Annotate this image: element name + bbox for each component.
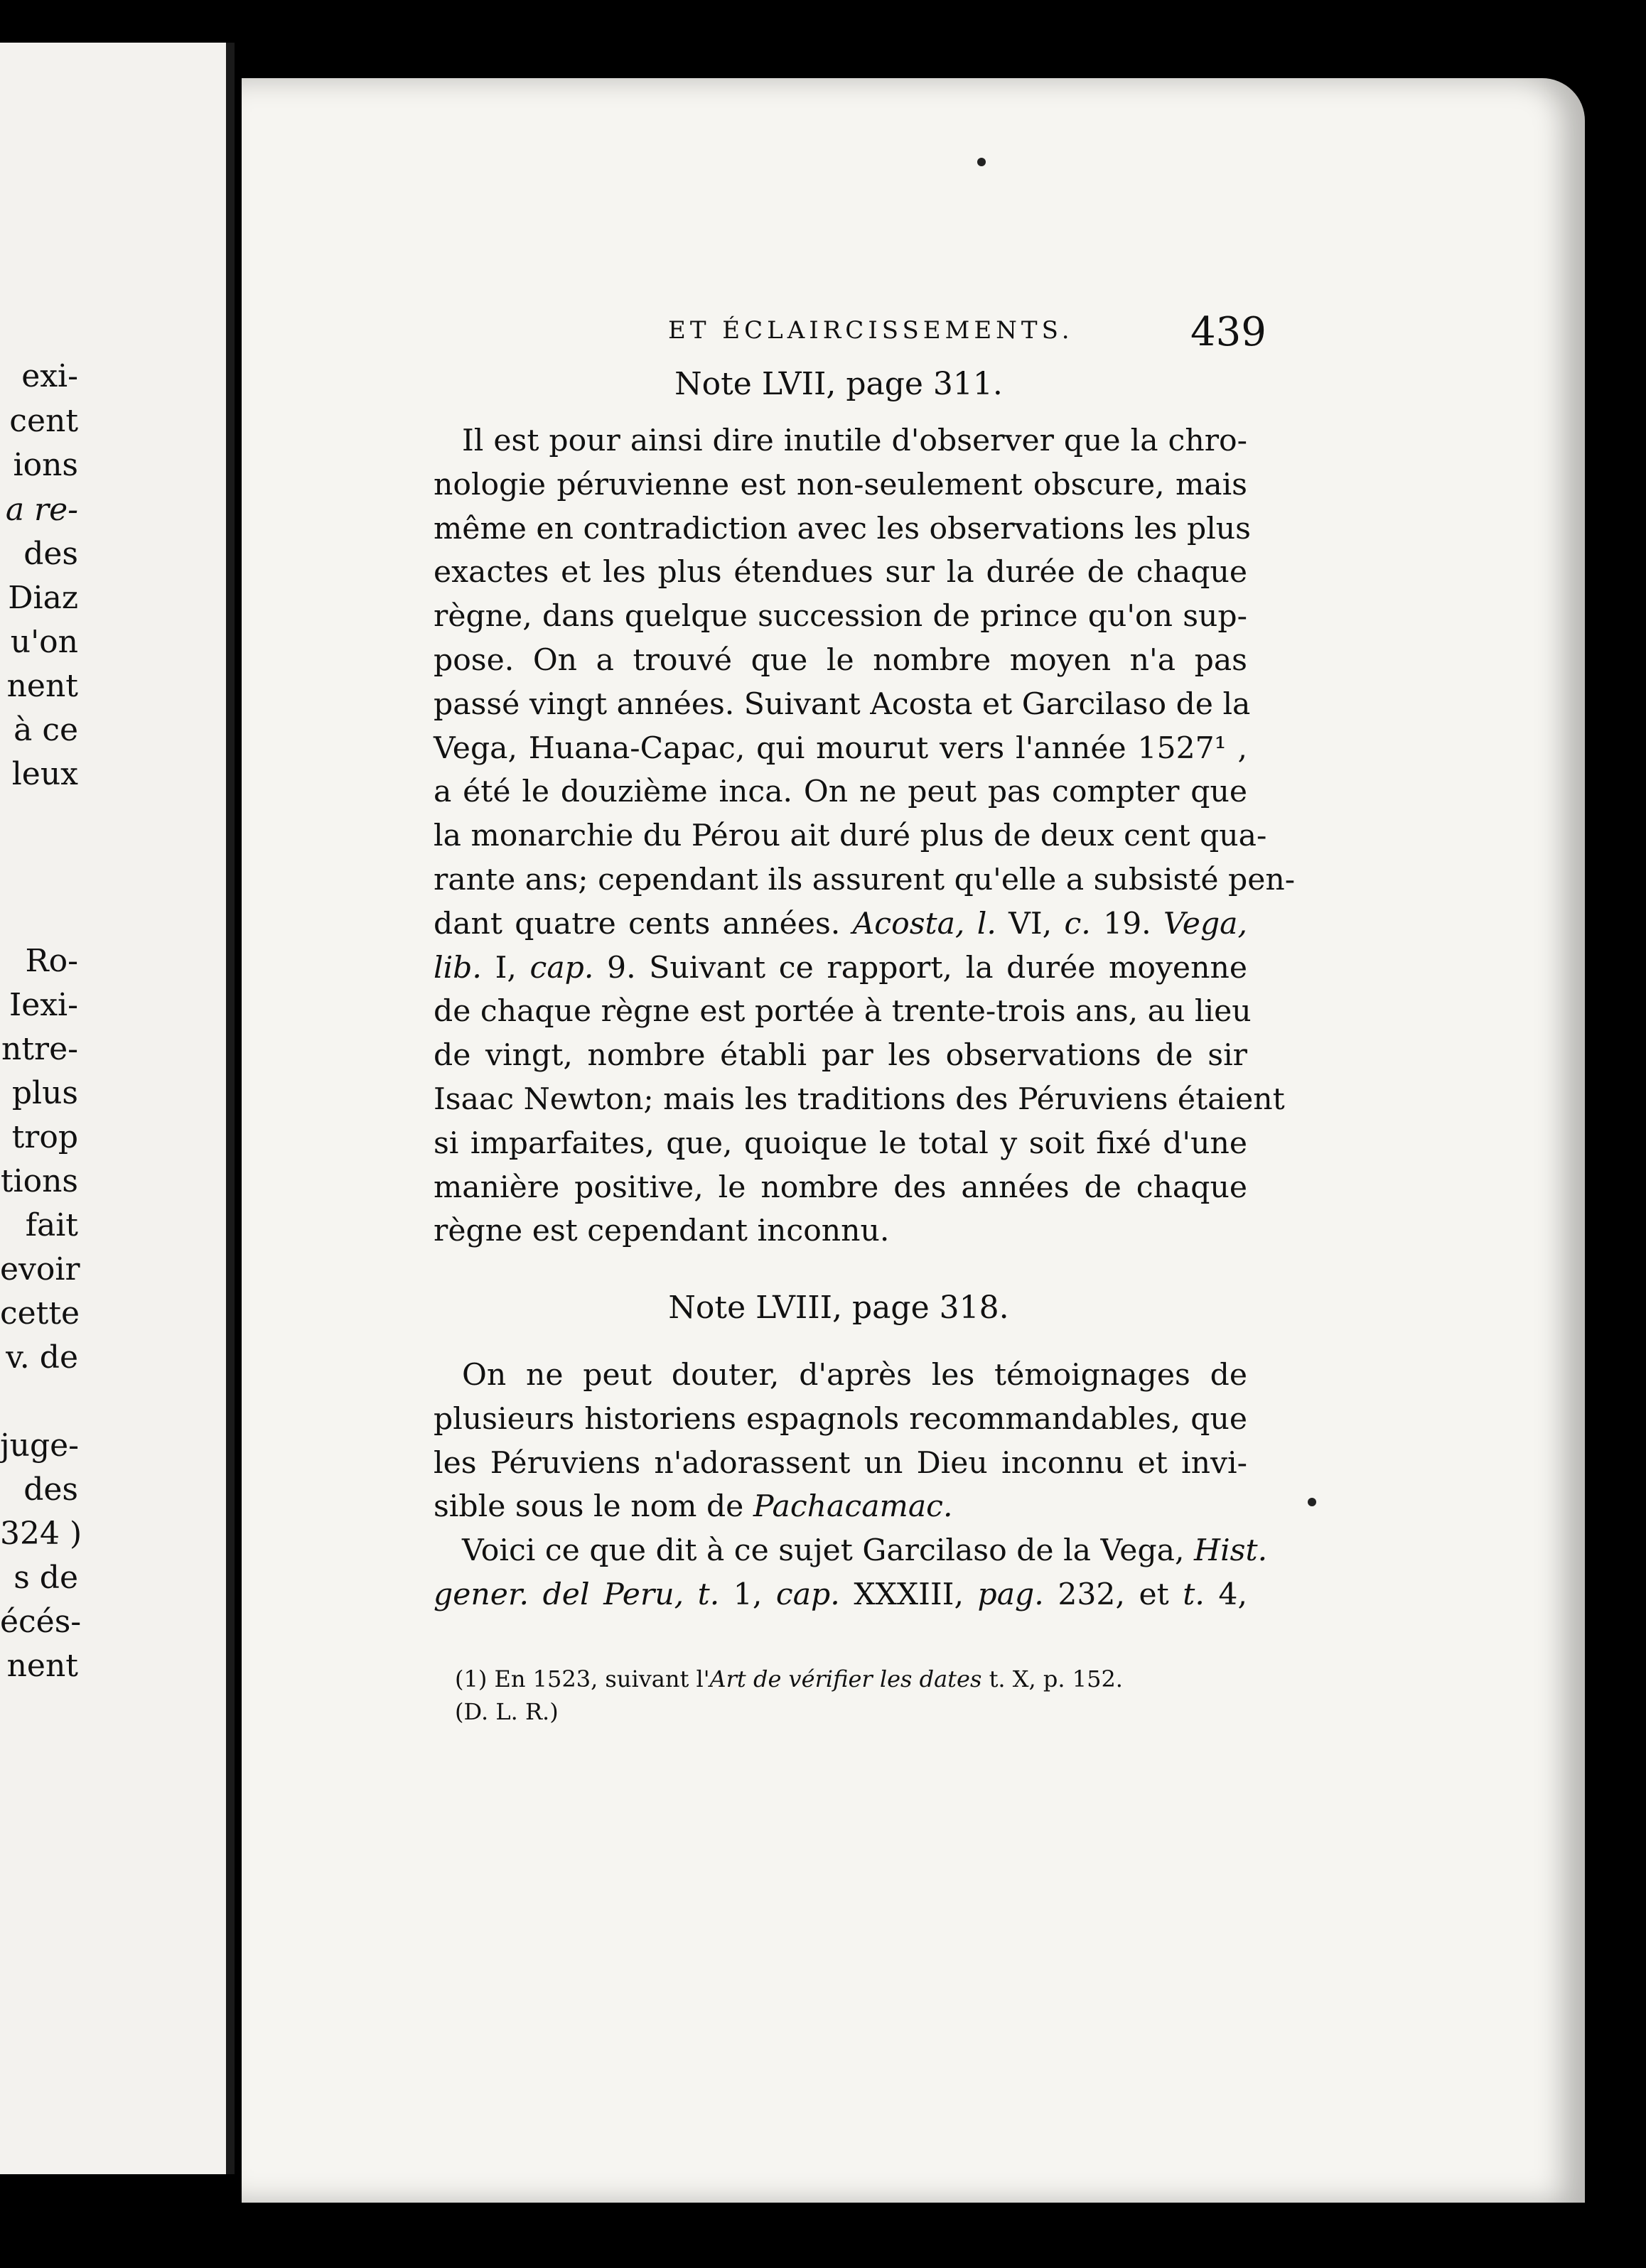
left-page-line: des [23,536,78,572]
left-page-line: nent [6,668,78,704]
left-page-line: fait [25,1207,78,1243]
text-line: a été le douzième inca. On ne peut pas compter que [434,774,1247,810]
text-line-with-citation: lib. I, cap. 9. Suivant ce rapport, la durée moyenne [434,950,1247,986]
text-line: plusieurs historiens espagnols recommandables, que [434,1401,1247,1437]
left-page-line: ntre- [1,1031,78,1067]
text-line: On ne peut douter, d'après les témoignages de [462,1358,1247,1393]
citation: Acosta, l. [852,906,996,941]
footnote [455,1663,1244,1728]
left-page-line: v. de [6,1339,78,1376]
footnote-line: (1) En 1523, suivant l'Art de vérifier les dates t. X, p. 152. [455,1665,1123,1692]
note-57-body [434,419,1296,1253]
footnote-line: (D. L. R.) [455,1698,559,1725]
text-line-with-citation: gener. del Peru, t. 1, cap. XXXIII, pag. 232, et t. 4, [434,1577,1247,1612]
left-page-line: 324 ) [0,1516,82,1552]
text-line: Il est pour ainsi dire inutile d'observer que la chro- [462,423,1247,458]
page-number: 439 [1190,309,1266,355]
text-line: de vingt, nombre établi par les observations de sir [434,1038,1247,1074]
page [242,78,1585,2203]
left-page-line: nent [6,1648,78,1684]
note-58-heading: Note LVIII, page 318. [668,1290,1009,1326]
left-page-line: evoir [0,1251,80,1287]
left-page-line: u'on [10,624,78,660]
text-line: exactes et les plus étendues sur la durée de chaque [434,555,1247,590]
text-line: Isaac Newton; mais les traditions des Péruviens étaient [434,1081,1285,1117]
ink-speck [977,158,986,166]
deity-name: Pachacamac. [753,1489,953,1525]
text-line: nologie péruvienne est non-seulement obscure, mais [434,467,1247,502]
left-page-line: exi- [21,358,78,394]
text-line: règne est cependant inconnu. [434,1214,890,1249]
ink-speck [1308,1498,1316,1506]
left-page-line: s de [14,1560,78,1596]
text-line: sible sous le nom de Pachacamac. [434,1489,953,1525]
left-page-line: Diaz [8,580,78,616]
text-line: si imparfaites, que, quoique le total y soit fixé d'une [434,1125,1247,1161]
text-line: de chaque règne est portée à trente-trois ans, au lieu [434,994,1252,1030]
left-page-line: Iexi- [9,987,78,1023]
left-page-line: a re- [5,492,78,528]
text-line: même en contradiction avec les observations les plus [434,511,1251,546]
left-page-line: juge- [0,1427,80,1464]
left-page-line: cette [0,1295,80,1332]
note-57-heading: Note LVII, page 311. [674,366,1003,402]
left-page-line: ions [13,447,78,483]
text-line: les Péruviens n'adorassent un Dieu inconnu et invi- [434,1445,1247,1481]
text-line: pose. On a trouvé que le nombre moyen n'a pas [434,642,1247,678]
left-page-line: trop [11,1119,78,1155]
text-line: Voici ce que dit à ce sujet Garcilaso de la Vega, Hist. [462,1533,1268,1569]
text-line: la monarchie du Pérou ait duré plus de deux cent qua- [434,819,1267,854]
text-line-with-citation: dant quatre cents années. Acosta, l. VI, c. 19. Vega, [434,906,1247,941]
note-58-body [434,1354,1268,1617]
text-line: règne, dans quelque succession de prince qu'on sup- [434,599,1247,634]
left-page-line: à ce [14,712,78,748]
left-page-line: des [23,1472,78,1508]
left-page-line: tions [0,1163,78,1199]
text-line: Vega, Huana-Capac, qui mourut vers l'année 1527¹ , [434,730,1247,766]
left-page-line: plus [11,1075,78,1111]
left-page-line: leux [11,756,78,792]
left-page-line: écés- [0,1604,82,1640]
text-line: manière positive, le nombre des années de chaque [434,1170,1247,1205]
left-page-line: Ro- [25,943,78,979]
text-line: passé vingt années. Suivant Acosta et Garcilaso de la [434,686,1251,722]
text-line: rante ans; cependant ils assurent qu'elle a subsisté pen- [434,862,1296,897]
left-page-line: cent [9,403,78,439]
running-head: ET ÉCLAIRCISSEMENTS. [668,316,1074,345]
left-page-fragment [0,43,235,2174]
